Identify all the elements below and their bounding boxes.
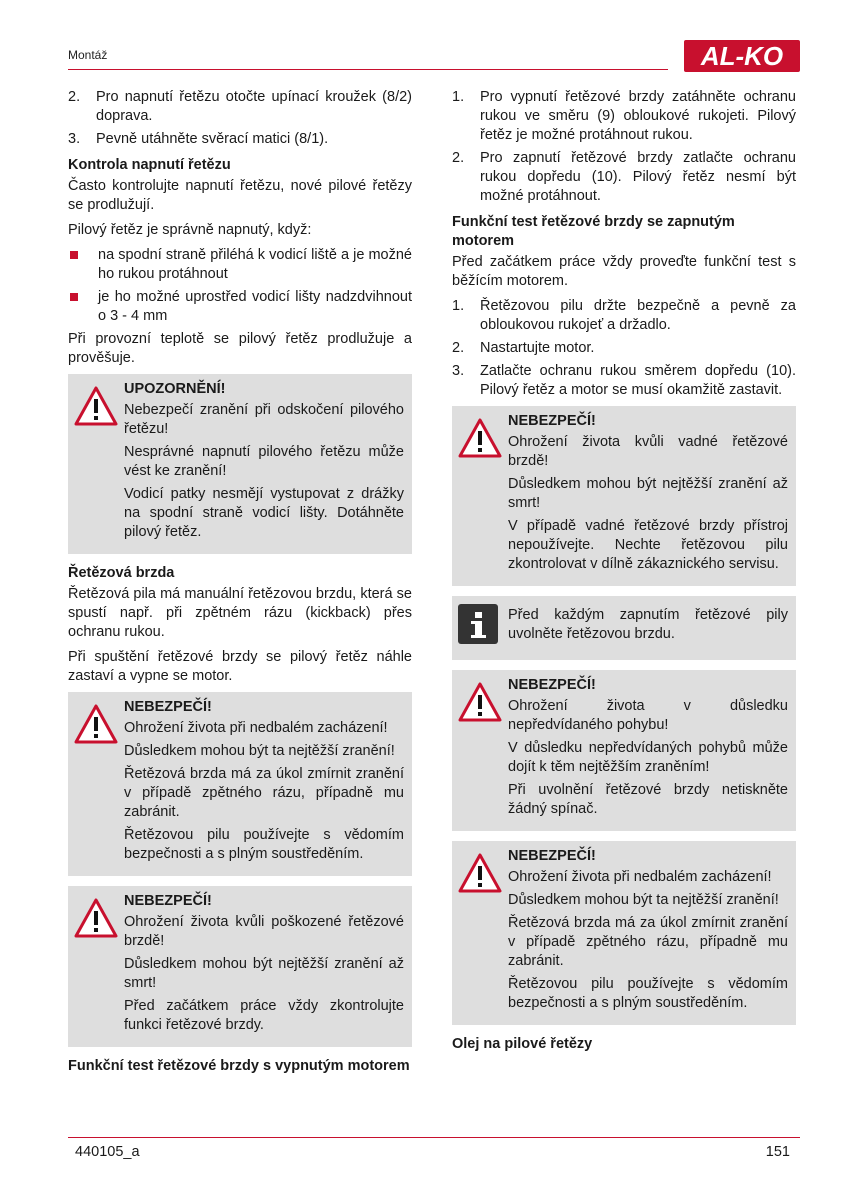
- paragraph: Pilový řetěz je správně napnutý, když:: [68, 222, 312, 238]
- page-number: 151: [765, 1144, 790, 1160]
- list-item: 1. Pro vypnutí řetězové brzdy zatáhněte ochranu rukou ve směru (9) obloukové rukojeti. Pilový řetěz je možné protáhnout rukou.: [452, 89, 796, 143]
- warning-triangle-icon: [458, 418, 502, 458]
- list-item: 2. Pro zapnutí řetězové brzdy zatlačte ochranu rukou dopředu (10). Pilový řetěz nesmí být možné protáhnout.: [452, 150, 796, 204]
- danger-box: NEBEZPEČÍ! Ohrožení života v důsledku nepředvídaného pohybu! V důsledku nepředvídaných pohybů může dojít k těm nejtěžším zraněním! Při uvolnění řetězové brzdy netiskněte žádný spínač.: [452, 670, 796, 831]
- list-item: 2. Nastartujte motor.: [452, 340, 595, 356]
- list-item: je ho možné uprostřed vodicí lišty nadzdvihnout o 3 - 4 mm: [68, 288, 412, 326]
- document-code: 440105_a: [75, 1144, 140, 1160]
- warning-triangle-icon: [458, 853, 502, 893]
- brake-heading: Řetězová brzda: [68, 565, 175, 581]
- bullet-list: [68, 246, 412, 326]
- test-steps: [452, 297, 796, 400]
- info-icon: [458, 604, 498, 644]
- paragraph: Při provozní teplotě se pilový řetěz prodlužuje a prověšuje.: [68, 331, 412, 366]
- paragraph: Často kontrolujte napnutí řetězu, nové pilové řetězy se prodlužují.: [68, 178, 412, 213]
- brake-steps: [452, 88, 796, 206]
- oil-heading: Olej na pilové řetězy: [452, 1036, 593, 1052]
- danger-box: NEBEZPEČÍ! Ohrožení života kvůli vadné řetězové brzdě! Důsledkem mohou být nejtěžší zranění až smrt! V případě vadné řetězové brzdy přístroj nepoužívejte. Nechte řetězovou pilu zkontrolovat v dílně zákaznického servisu.: [452, 406, 796, 586]
- list-item: 2. Pro napnutí řetězu otočte upínací kroužek (8/2) doprava.: [68, 89, 412, 124]
- test-off-heading: Funkční test řetězové brzdy s vypnutým motorem: [68, 1058, 410, 1074]
- list-item: 3. Zatlačte ochranu rukou směrem dopředu (10). Pilový řetěz a motor se musí okamžitě zastavit.: [452, 363, 796, 398]
- warning-triangle-icon: [458, 682, 502, 722]
- danger-box: NEBEZPEČÍ! Ohrožení života při nedbalém zacházení! Důsledkem mohou být ta nejtěžší zranění! Řetězová brzda má za úkol zmírnit zranění v případě zpětného rázu, případně mu zabránit. Řetězovou pilu používejte s vědomím bezpečnosti a s plným soustředěním.: [452, 841, 796, 1025]
- logo-text: AL-KO: [700, 41, 784, 71]
- test-on-heading: Funkční test řetězové brzdy se zapnutým motorem: [452, 214, 735, 249]
- box-title: NEBEZPEČÍ!: [124, 893, 212, 909]
- warning-box: UPOZORNĚNÍ! Nebezpečí zranění při odskočení pilového řetězu! Nesprávné napnutí pilového řetězu může vést ke zranění! Vodicí patky nesmějí vystupovat z drážky na spodní straně vodicí lišty. Dotáhněte pilový řetěz.: [68, 374, 412, 554]
- warning-triangle-icon: [74, 386, 118, 426]
- paragraph: Při spuštění řetězové brzdy se pilový řetěz náhle zastaví a vypne se motor.: [68, 649, 412, 684]
- footer-divider: [68, 1137, 800, 1138]
- check-heading: Kontrola napnutí řetězu: [68, 157, 231, 173]
- alko-logo: [684, 40, 800, 72]
- info-box: Před každým zapnutím řetězové pily uvolněte řetězovou brzdu.: [452, 596, 796, 660]
- left-column: [68, 88, 412, 1078]
- warning-triangle-icon: [74, 898, 118, 938]
- list-item: na spodní straně přiléhá k vodicí liště a je možné ho rukou protáhnout: [68, 246, 412, 284]
- bullet-square-icon: [70, 293, 78, 301]
- right-column: [452, 88, 796, 1056]
- section-label: Montáž: [68, 48, 108, 62]
- danger-box: NEBEZPEČÍ! Ohrožení života kvůli poškozené řetězové brzdě! Důsledkem mohou být nejtěžší zranění až smrt! Před začátkem práce vždy zkontrolujte funkci řetězové brzdy.: [68, 886, 412, 1047]
- header-divider: [68, 69, 668, 70]
- warning-triangle-icon: [74, 704, 118, 744]
- list-item: 1. Řetězovou pilu držte bezpečně a pevně za obloukovou rukojeť a držadlo.: [452, 298, 796, 333]
- box-title: NEBEZPEČÍ!: [508, 848, 596, 864]
- tension-steps: [68, 88, 412, 149]
- box-title: NEBEZPEČÍ!: [124, 699, 212, 715]
- paragraph: Řetězová pila má manuální řetězovou brzdu, která se spustí např. při zpětném rázu (kickback) přes ochranu rukou.: [68, 586, 412, 640]
- danger-box: NEBEZPEČÍ! Ohrožení života při nedbalém zacházení! Důsledkem mohou být ta nejtěžší zranění! Řetězová brzda má za úkol zmírnit zranění v případě zpětného rázu, případně mu zabránit. Řetězovou pilu používejte s vědomím bezpečnosti a s plným soustředěním.: [68, 692, 412, 876]
- box-title: NEBEZPEČÍ!: [508, 677, 596, 693]
- paragraph: Před začátkem práce vždy proveďte funkční test s běžícím motorem.: [452, 254, 796, 289]
- box-title: UPOZORNĚNÍ!: [124, 381, 226, 397]
- list-item: 3. Pevně utáhněte svěrací matici (8/1).: [68, 131, 329, 147]
- box-title: NEBEZPEČÍ!: [508, 413, 596, 429]
- bullet-square-icon: [70, 251, 78, 259]
